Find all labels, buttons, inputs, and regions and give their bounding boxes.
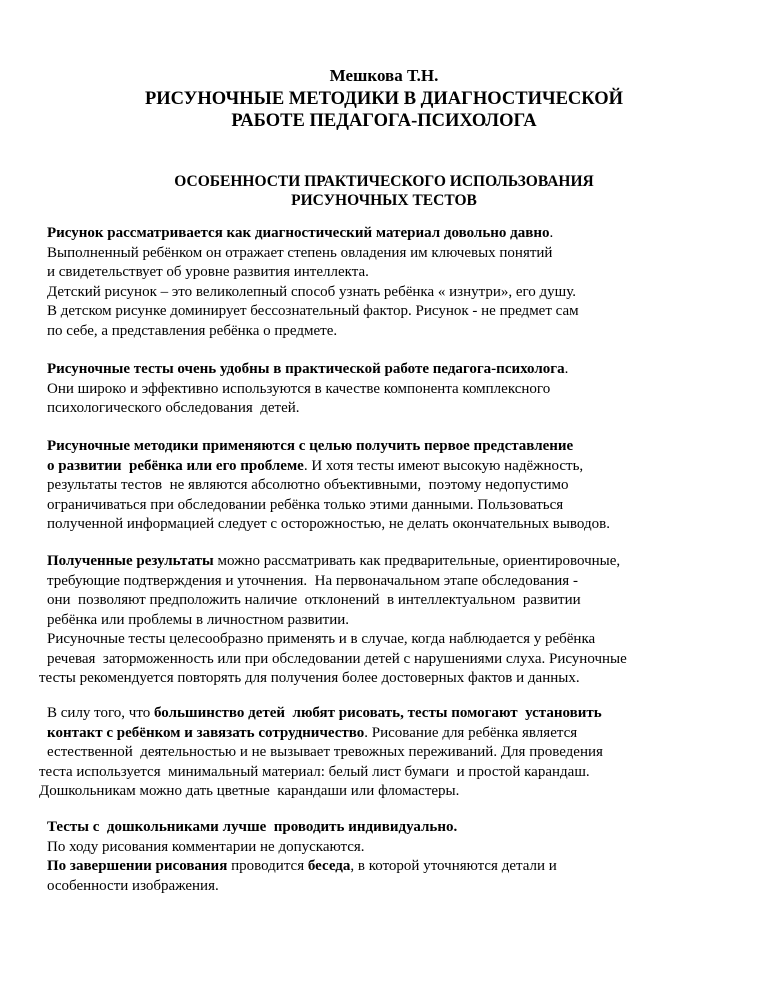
- paragraph-line: они позволяют предположить наличие отклонений в интеллектуальном развитии: [47, 592, 581, 608]
- bold-phrase: Тесты с дошкольниками лучше проводить индивидуально.: [47, 819, 458, 835]
- paragraph-line: В силу того, что большинство детей любят рисовать, тесты помогают установить: [47, 705, 602, 721]
- paragraph-2: [0, 360, 768, 419]
- paragraph-line: тесты рекомендуется повторять для получения более достоверных фактов и данных.: [39, 670, 580, 686]
- paragraph-line: полученной информацией следует с осторожностью, не делать окончательных выводов.: [47, 516, 610, 532]
- paragraph-line: По ходу рисования комментарии не допускаются.: [47, 838, 365, 855]
- bold-phrase: Полученные результаты: [47, 553, 214, 569]
- bold-phrase: По завершении рисования: [47, 858, 228, 874]
- title-line-1: РИСУНОЧНЫЕ МЕТОДИКИ В ДИАГНОСТИЧЕСКОЙ: [144, 89, 624, 109]
- section-heading-line-1: ОСОБЕННОСТИ ПРАКТИЧЕСКОГО ИСПОЛЬЗОВАНИЯ: [174, 173, 594, 190]
- paragraph-line: Дошкольникам можно дать цветные карандаши или фломастеры.: [39, 783, 460, 799]
- paragraph-1: [0, 224, 768, 341]
- paragraph-line: В детском рисунке доминирует бессознательный фактор. Рисунок - не предмет сам: [47, 303, 579, 319]
- bold-phrase: Рисуночные тесты очень удобны в практической работе педагога-психолога: [47, 361, 565, 377]
- bold-phrase: контакт с ребёнком и завязать сотрудничество: [47, 724, 365, 741]
- paragraph-line: требующие подтверждения и уточнения. На первоначальном этапе обследования -: [47, 572, 578, 589]
- author-name: Мешкова Т.Н.: [329, 66, 439, 85]
- paragraph-line: По завершении рисования проводится беседа, в которой уточняются детали и: [47, 858, 557, 874]
- paragraph-line: контакт с ребёнком и завязать сотрудничество. Рисование для ребёнка является: [47, 724, 578, 741]
- paragraph-line: естественной деятельностью и не вызывает тревожных переживаний. Для проведения: [47, 744, 603, 760]
- title-line-2: РАБОТЕ ПЕДАГОГА-ПСИХОЛОГА: [231, 111, 537, 131]
- paragraph-line: Детский рисунок – это великолепный способ узнать ребёнка « изнутри», его душу.: [47, 283, 576, 300]
- document-title: [20, 88, 748, 132]
- paragraph-line: особенности изображения.: [47, 877, 219, 894]
- section-heading: [20, 172, 748, 210]
- bold-phrase: беседа: [307, 858, 351, 874]
- bold-phrase: о развитии ребёнка или его проблеме: [47, 457, 304, 474]
- paragraph-line: и свидетельствует об уровне развития интеллекта.: [47, 264, 369, 280]
- paragraph-5: [0, 704, 768, 802]
- paragraph-line: Выполненный ребёнком он отражает степень овладения им ключевых понятий: [47, 244, 553, 261]
- bold-phrase: Рисуночные методики применяются с целью получить первое представление: [47, 438, 574, 454]
- paragraph-line: теста используется минимальный материал: белый лист бумаги и простой карандаш.: [39, 763, 590, 780]
- paragraph-line: Рисунок рассматривается как диагностический материал довольно давно.: [47, 225, 554, 241]
- bold-phrase: Рисунок рассматривается как диагностический материал довольно давно: [47, 225, 550, 241]
- paragraph-line: по себе, а представления ребёнка о предмете.: [47, 322, 338, 339]
- paragraph-line: результаты тестов не являются абсолютно объективными, поэтому недопустимо: [47, 477, 569, 493]
- bold-phrase: большинство детей любят рисовать, тесты помогают установить: [153, 705, 602, 721]
- section-heading-line-2: РИСУНОЧНЫХ ТЕСТОВ: [291, 192, 477, 209]
- paragraph-line: о развитии ребёнка или его проблеме. И хотя тесты имеют высокую надёжность,: [47, 457, 584, 474]
- paragraph-line: речевая заторможенность или при обследовании детей с нарушениями слуха. Рисуночные: [47, 650, 627, 667]
- paragraph-line: [0, 437, 768, 457]
- paragraph-line: Полученные результаты можно рассматривать как предварительные, ориентировочные,: [47, 553, 621, 569]
- paragraph-6: [0, 818, 768, 896]
- paragraph-3: [0, 437, 768, 535]
- paragraph-line: ограничиваться при обследовании ребёнка только этими данными. Пользоваться: [47, 496, 564, 513]
- paragraph-line: Рисуночные тесты целесообразно применять и в случае, когда наблюдается у ребёнка: [47, 631, 596, 647]
- paragraph-line: Они широко и эффективно используются в качестве компонента комплексного: [47, 380, 551, 397]
- paragraph-line: [0, 818, 768, 838]
- paragraph-line: психологического обследования детей.: [47, 400, 300, 416]
- paragraph-line: Рисуночные тесты очень удобны в практической работе педагога-психолога.: [47, 361, 569, 377]
- paragraph-line: ребёнка или проблемы в личностном развитии.: [47, 611, 350, 628]
- paragraph-4: [0, 552, 768, 689]
